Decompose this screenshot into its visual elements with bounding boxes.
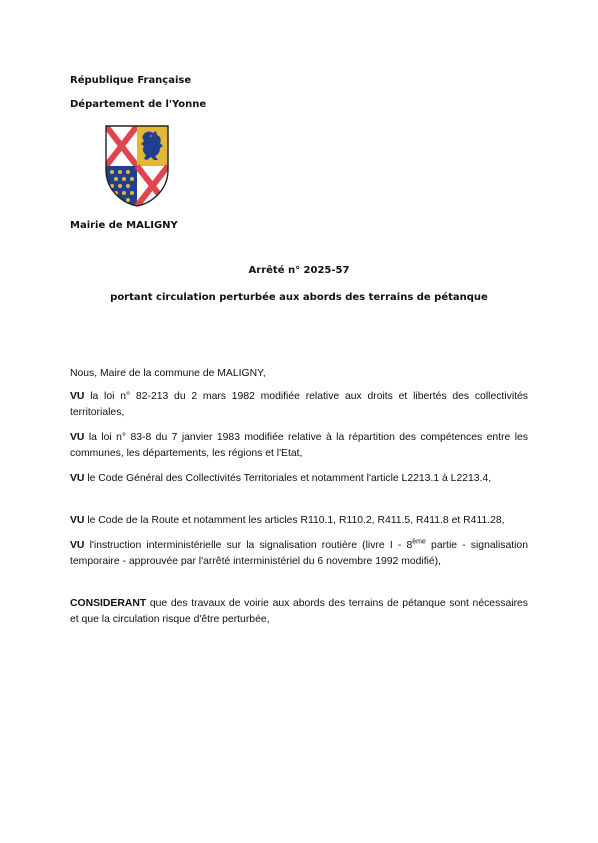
clause-text: le Code de la Route et notamment les articles R110.1, R110.2, R411.5, R411.8 et R411.28, — [84, 515, 505, 526]
clause-text: la loi n° 82-213 du 2 mars 1982 modifiée relative aux droits et libertés des collectivités territoriales, — [70, 391, 528, 418]
header-department: Département de l'Yonne — [70, 99, 207, 110]
clause-keyword: VU — [70, 432, 85, 443]
clause-text: le Code Général des Collectivités Territoriales et notamment l'article L2213.1 à L2213.4, — [84, 473, 492, 484]
clause-superscript: ème — [412, 538, 426, 546]
clause-keyword: VU — [70, 540, 85, 551]
coat-of-arms-icon — [104, 124, 170, 208]
clause-vu-loi-83-8 — [70, 430, 528, 461]
clause-vu-loi-82-213 — [70, 389, 528, 420]
arrete-subject: portant circulation perturbée aux abords des terrains de pétanque — [110, 292, 488, 303]
clause-text: la loi n° 83-8 du 7 janvier 1983 modifiée relative à la répartition des compétences entre les communes, les départements, les régions et l'Etat, — [70, 432, 528, 459]
header-republic: République Française — [70, 75, 192, 86]
clause-text: l'instruction interministérielle sur la signalisation routière (livre I - 8 — [84, 540, 413, 551]
clause-keyword: CONSIDERANT — [70, 598, 147, 609]
intro-paragraph: Nous, Maire de la commune de MALIGNY, — [70, 368, 266, 379]
clause-keyword: VU — [70, 473, 85, 484]
clause-vu-code-route — [70, 513, 528, 529]
clause-vu-cgct — [70, 471, 528, 487]
header-mairie: Mairie de MALIGNY — [70, 220, 178, 231]
clause-keyword: VU — [70, 515, 85, 526]
clause-text: que des travaux de voirie aux abords des terrains de pétanque sont nécessaires et que la circulation risque d'être perturbée, — [70, 598, 528, 625]
clause-considerant — [70, 596, 528, 627]
arrete-number: Arrêté n° 2025-57 — [248, 265, 350, 276]
clause-text: partie - signalisation temporaire - approuvée par l'arrêté interministériel du 6 novembre 1992 modifié), — [70, 540, 528, 567]
clause-vu-instruction — [70, 538, 528, 569]
clause-keyword: VU — [70, 391, 85, 402]
